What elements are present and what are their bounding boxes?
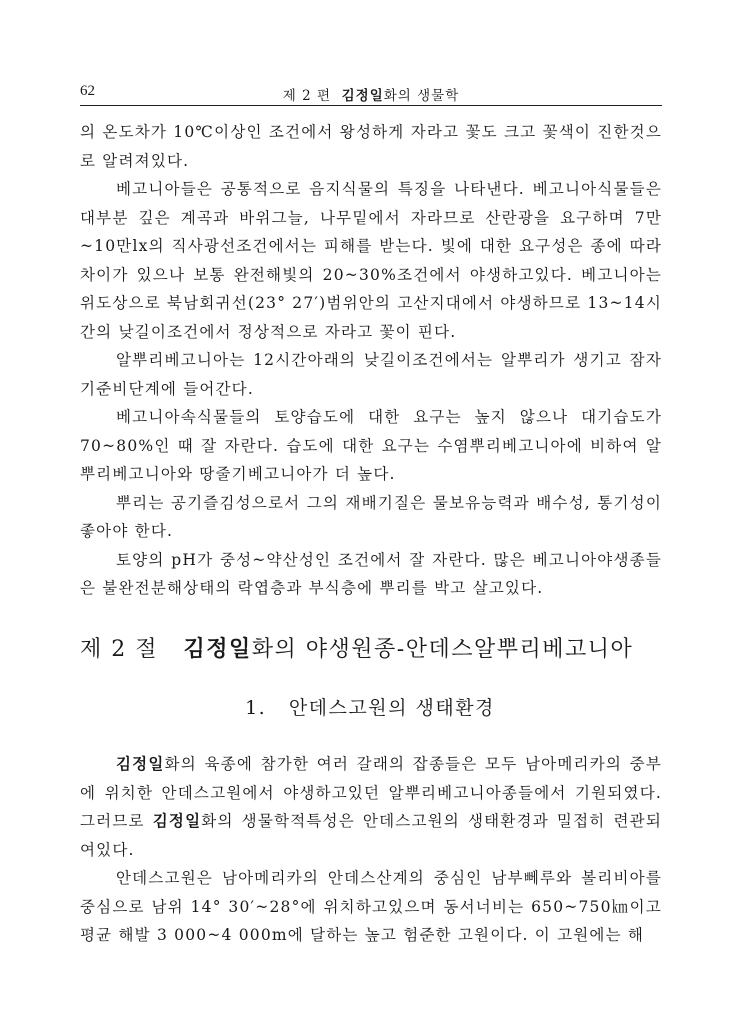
subsection-text: 안데스고원의 생태환경 [288, 697, 495, 719]
paragraph: 알뿌리베고니아는 12시간아래의 낮길이조건에서는 알뿌리가 생기고 잠자기준비단계에 들어간다. [80, 351, 662, 398]
paragraph: 뿌리는 공기즐김성으로서 그의 재배기질은 물보유능력과 배수성, 통기성이 좋아야 한다. [80, 493, 662, 540]
running-head-title: 화의 생물학 [383, 88, 460, 104]
running-head-name: 김정일 [341, 88, 384, 104]
paragraph [80, 750, 662, 864]
paragraph-text: 화의 생물학적특성은 안데스고원의 생태환경과 밀접히 련관되여있다. [80, 812, 662, 859]
section-rest: 화의 야생원종-안데스알뿌리베고니아 [251, 637, 634, 662]
page-number: 62 [80, 83, 95, 99]
paragraph: 베고니아속식물들의 토양습도에 대한 요구는 높지 않으나 대기습도가 70~80%인 때 잘 자란다. 습도에 대한 요구는 수염뿌리베고니아에 비하여 알뿌리베고니아와 땅줄기베고니아가 더 높다. [80, 408, 662, 483]
section-title [80, 632, 662, 663]
running-head-part: 제 2 편 [282, 88, 332, 104]
paragraph: 의 온도차가 10℃이상인 조건에서 왕성하게 자라고 꽃도 크고 꽃색이 진한것으로 알려져있다. [80, 123, 662, 170]
paragraph-text: 화의 육종에 참가한 여러 갈래의 잡종들은 모두 남아메리카의 중부에 위치한 안데스고원에서 야생하고있던 알뿌리베고니아종들에서 기원되였다. 그러므로 [80, 755, 662, 830]
page-header [80, 83, 662, 106]
bold-name: 김정일 [116, 754, 165, 773]
section-prefix: 제 2 절 [80, 637, 158, 662]
bold-name: 김정일 [152, 811, 202, 830]
paragraph: 안데스고원은 남아메리카의 안데스산계의 중심인 남부뻬루와 볼리비아를 중심으로 남위 14° 30′~28°에 위치하고있으며 동서너비는 650~750㎞이고 평균 해발 3 000~4 000m에 달하는 높고 험준한 고원이다. 이 고원에는 해 [80, 869, 662, 944]
running-head [80, 84, 662, 104]
body-text-top [80, 118, 662, 603]
subsection-number: 1. [245, 697, 267, 719]
subsection-title [0, 693, 740, 720]
body-text-bottom [80, 750, 662, 950]
section-name: 김정일 [183, 636, 252, 662]
paragraph: 토양의 pH가 중성~약산성인 조건에서 잘 자란다. 많은 베고니아야생종들은 불완전분해상태의 락엽층과 부식층에 뿌리를 박고 살고있다. [80, 550, 662, 597]
paragraph: 베고니아들은 공통적으로 음지식물의 특징을 나타낸다. 베고니아식물들은 대부분 깊은 계곡과 바위그늘, 나무밑에서 자라므로 산란광을 요구하며 7만~10만lx의 직사광선조건에서는 피해를 받는다. 빛에 대한 요구성은 종에 따라 차이가 있으나 보통 완전해빛의 20~30%조건에서 야생하고있다. 베고니아는 위도상으로 북남회귀선(23° 27′)범위안의 고산지대에서 야생하므로 13~14시간의 낮길이조건에서 정상적으로 자라고 꽃이 핀다. [80, 180, 662, 341]
